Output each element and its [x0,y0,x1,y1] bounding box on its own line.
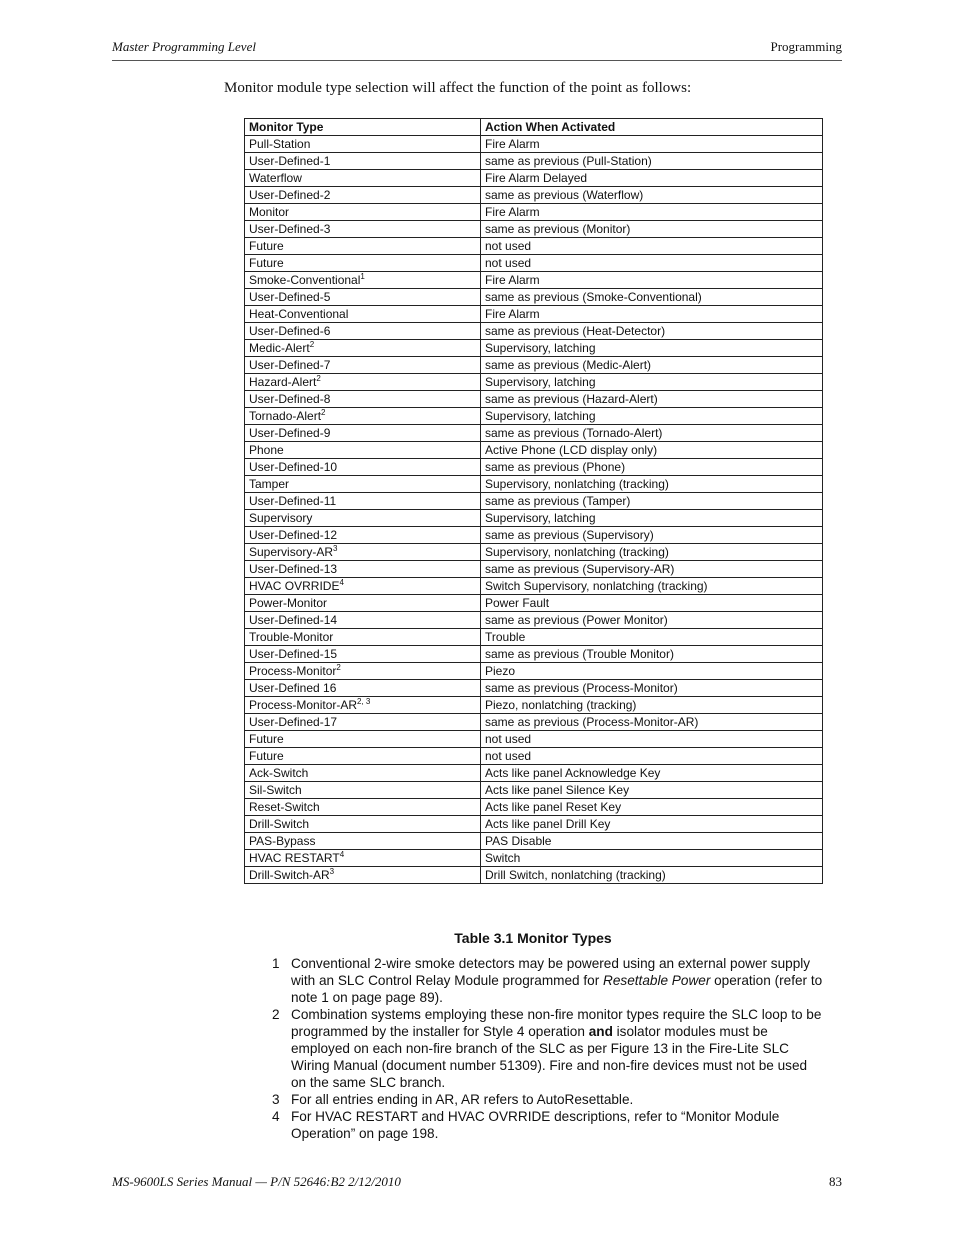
monitor-type-text: User-Defined-1 [249,154,331,168]
table-row [245,799,823,816]
table-row [245,204,823,221]
footnote-item [272,1006,824,1091]
header-section-title: Master Programming Level [112,39,256,54]
action-cell: Fire Alarm [481,272,823,289]
monitor-type-text: User-Defined-3 [249,222,331,236]
monitor-type-cell [245,748,481,765]
monitor-type-text: User-Defined-7 [249,358,331,372]
monitor-type-cell [245,612,481,629]
table-row [245,442,823,459]
table-row [245,833,823,850]
monitor-type-text: Sil-Switch [249,783,302,797]
action-cell: same as previous (Heat-Detector) [481,323,823,340]
monitor-type-text: Process-Monitor-AR [249,698,358,712]
action-cell: same as previous (Monitor) [481,221,823,238]
monitor-type-text: Power-Monitor [249,596,328,610]
monitor-type-cell [245,340,481,357]
footnote-text: and [588,1024,613,1039]
column-header-action: Action When Activated [481,119,823,136]
table-row [245,306,823,323]
monitor-type-text: Smoke-Conventional [249,273,361,287]
monitor-type-cell [245,170,481,187]
action-cell: Active Phone (LCD display only) [481,442,823,459]
action-cell: same as previous (Waterflow) [481,187,823,204]
monitor-type-cell [245,221,481,238]
table-row [245,765,823,782]
action-cell: not used [481,238,823,255]
action-cell: same as previous (Supervisory-AR) [481,561,823,578]
monitor-type-text: Future [249,732,284,746]
table-row [245,646,823,663]
footnote-text: Conventional 2-wire smoke detectors may be powered using an external power supply with an SLC Control Relay Module programmed for [291,956,811,988]
action-cell: same as previous (Process-Monitor) [481,680,823,697]
action-cell: not used [481,731,823,748]
monitor-type-cell [245,595,481,612]
monitor-type-text: Drill-Switch [249,817,309,831]
action-cell: Acts like panel Acknowledge Key [481,765,823,782]
footnote-text: Combination systems employing these non-fire monitor types require the SLC loop to be programmed by the installer for Style 4 operation [291,1007,822,1039]
monitor-type-cell [245,425,481,442]
monitor-type-text: Ack-Switch [249,766,309,780]
monitor-type-text: User-Defined-11 [249,494,337,508]
action-cell: same as previous (Medic-Alert) [481,357,823,374]
footnote-ref: 1 [360,272,365,281]
monitor-type-cell [245,578,481,595]
monitor-type-cell [245,153,481,170]
action-cell: Acts like panel Reset Key [481,799,823,816]
monitor-type-cell [245,765,481,782]
monitor-type-text: User-Defined-5 [249,290,331,304]
footnote-number: 1 [272,956,280,971]
monitor-type-text: Supervisory-AR [249,545,334,559]
table-row [245,255,823,272]
monitor-type-text: User-Defined-14 [249,613,338,627]
table-row [245,238,823,255]
footnote-item [272,1108,824,1142]
footer-manual-title: MS-9600LS Series Manual — P/N 52646:B2 2/12/2010 [112,1174,401,1189]
monitor-type-text: Phone [249,443,284,457]
action-cell: Acts like panel Drill Key [481,816,823,833]
monitor-type-cell [245,646,481,663]
table-row [245,493,823,510]
monitor-type-cell [245,238,481,255]
monitor-type-cell [245,697,481,714]
footnote-ref: 2 [316,374,321,383]
action-cell: same as previous (Phone) [481,459,823,476]
monitor-type-cell [245,187,481,204]
action-cell: Drill Switch, nonlatching (tracking) [481,867,823,884]
table-row [245,595,823,612]
action-cell: PAS Disable [481,833,823,850]
monitor-type-text: Pull-Station [249,137,311,151]
table-row [245,340,823,357]
footnote-ref: 2 [309,340,315,349]
monitor-type-cell [245,527,481,544]
monitor-type-cell [245,493,481,510]
footnote-ref: 4 [339,578,344,587]
monitor-type-cell [245,510,481,527]
monitor-type-cell [245,272,481,289]
table-row [245,697,823,714]
monitor-type-text: Medic-Alert [249,341,310,355]
monitor-type-text: User-Defined-9 [249,426,331,440]
monitor-type-text: Future [249,256,284,270]
table-row [245,272,823,289]
action-cell: same as previous (Supervisory) [481,527,823,544]
monitor-type-cell [245,833,481,850]
monitor-type-text: Supervisory [249,511,313,525]
action-cell: Fire Alarm Delayed [481,170,823,187]
footnote-ref: 4 [339,850,345,859]
table-row [245,357,823,374]
table-caption: Table 3.1 Monitor Types [454,930,612,946]
monitor-type-text: Reset-Switch [249,800,320,814]
table-row [245,612,823,629]
table-row [245,391,823,408]
action-cell: Fire Alarm [481,136,823,153]
table-row [245,731,823,748]
action-cell: same as previous (Smoke-Conventional) [481,289,823,306]
header-chapter-title: Programming [770,39,842,54]
monitor-type-cell [245,391,481,408]
table-row [245,850,823,867]
monitor-type-text: User-Defined 16 [249,681,337,695]
action-cell: Supervisory, latching [481,340,823,357]
table-header-row [245,119,823,136]
table-row [245,170,823,187]
monitor-type-text: User-Defined-6 [249,324,331,338]
action-cell: Supervisory, nonlatching (tracking) [481,476,823,493]
monitor-type-text: Monitor [249,205,290,219]
footnote-ref: 3 [329,867,335,876]
monitor-type-text: Future [249,749,284,763]
monitor-type-cell [245,663,481,680]
action-cell: same as previous (Power Monitor) [481,612,823,629]
footnote-ref: 2 [321,408,326,417]
footnotes-list [272,955,824,1142]
monitor-type-text: User-Defined-15 [249,647,338,661]
footnote-number: 3 [272,1092,280,1107]
monitor-type-cell [245,629,481,646]
table-row [245,476,823,493]
monitor-type-cell [245,323,481,340]
monitor-type-cell [245,255,481,272]
monitor-type-text: Tornado-Alert [249,409,322,423]
table-row [245,510,823,527]
monitor-type-text: PAS-Bypass [249,834,316,848]
monitor-type-cell [245,204,481,221]
monitor-type-text: Waterflow [249,171,302,185]
column-header-monitor-type: Monitor Type [245,119,481,136]
monitor-type-cell [245,561,481,578]
action-cell: same as previous (Pull-Station) [481,153,823,170]
monitor-type-cell [245,374,481,391]
action-cell: Switch Supervisory, nonlatching (tracking) [481,578,823,595]
table-row [245,816,823,833]
monitor-type-text: User-Defined-13 [249,562,338,576]
footnote-ref: 2 [336,663,341,672]
monitor-type-text: Process-Monitor [249,664,337,678]
table-row [245,136,823,153]
monitor-type-cell [245,714,481,731]
action-cell: Trouble [481,629,823,646]
monitor-type-cell [245,799,481,816]
table-row [245,663,823,680]
monitor-type-cell [245,850,481,867]
action-cell: Supervisory, nonlatching (tracking) [481,544,823,561]
monitor-type-cell [245,544,481,561]
action-cell: Supervisory, latching [481,374,823,391]
table-row [245,544,823,561]
page-header [112,38,842,61]
table-row [245,748,823,765]
monitor-type-cell [245,476,481,493]
table-row [245,680,823,697]
footnote-number: 4 [272,1109,280,1124]
action-cell: Piezo [481,663,823,680]
action-cell: Fire Alarm [481,204,823,221]
action-cell: Acts like panel Silence Key [481,782,823,799]
action-cell: not used [481,748,823,765]
monitor-type-text: HVAC RESTART [249,851,340,865]
monitor-type-cell [245,408,481,425]
monitor-type-text: Drill-Switch-AR [249,868,330,882]
monitor-type-text: Trouble-Monitor [249,630,334,644]
table-row [245,527,823,544]
monitor-type-text: User-Defined-17 [249,715,338,729]
table-row [245,374,823,391]
footnote-number: 2 [272,1007,280,1022]
monitor-type-cell [245,357,481,374]
footnote-item [272,1091,824,1108]
table-row [245,578,823,595]
table-row [245,153,823,170]
monitor-type-text: User-Defined-12 [249,528,338,542]
footnote-ref: 3 [333,544,338,553]
action-cell: same as previous (Hazard-Alert) [481,391,823,408]
action-cell: Supervisory, latching [481,510,823,527]
monitor-type-cell [245,782,481,799]
footnote-text: operation (refer to note 1 on page page 89). [291,973,823,1005]
table-row [245,323,823,340]
page-number: 83 [829,1174,842,1189]
monitor-type-cell [245,136,481,153]
monitor-type-text: User-Defined-10 [249,460,338,474]
footnote-item [272,955,824,1006]
table-row [245,289,823,306]
monitor-type-cell [245,459,481,476]
table-row [245,221,823,238]
monitor-type-text: Hazard-Alert [249,375,317,389]
footnote-text: For HVAC RESTART and HVAC OVRRIDE descriptions, refer to “Monitor Module Operation” on page 198. [291,1109,780,1141]
action-cell: same as previous (Tamper) [481,493,823,510]
table-row [245,867,823,884]
table-row [245,459,823,476]
action-cell: Switch [481,850,823,867]
monitor-type-cell [245,816,481,833]
table-row [245,782,823,799]
monitor-types-table [244,118,823,884]
monitor-type-cell [245,289,481,306]
action-cell: same as previous (Process-Monitor-AR) [481,714,823,731]
action-cell: not used [481,255,823,272]
monitor-type-cell [245,306,481,323]
monitor-type-text: User-Defined-2 [249,188,331,202]
table-body [245,136,823,884]
monitor-type-cell [245,867,481,884]
footnote-ref: 2, 3 [357,697,371,706]
action-cell: Supervisory, latching [481,408,823,425]
monitor-type-text: Tamper [249,477,290,491]
footnote-text: For all entries ending in AR, AR refers to AutoResettable. [291,1092,634,1107]
table-row [245,425,823,442]
action-cell: Power Fault [481,595,823,612]
action-cell: same as previous (Tornado-Alert) [481,425,823,442]
monitor-type-text: HVAC OVRRIDE [249,579,340,593]
action-cell: Piezo, nonlatching (tracking) [481,697,823,714]
table-row [245,629,823,646]
monitor-type-text: Heat-Conventional [249,307,349,321]
monitor-type-cell [245,680,481,697]
footnote-text: isolator modules must be employed on each non-fire branch of the SLC as per Figure 13 in the Fire-Lite SLC Wiring Manual (document number 51309). Fire and non-fire devices must not be used on the same SLC branch. [291,1024,808,1090]
intro-paragraph: Monitor module type selection will affect the function of the point as follows: [224,80,692,96]
monitor-type-text: Future [249,239,284,253]
table-row [245,408,823,425]
table-row [245,561,823,578]
monitor-type-cell [245,731,481,748]
table-row [245,187,823,204]
action-cell: same as previous (Trouble Monitor) [481,646,823,663]
action-cell: Fire Alarm [481,306,823,323]
footnote-text: Resettable Power [603,973,711,988]
monitor-type-text: User-Defined-8 [249,392,331,406]
table-row [245,714,823,731]
monitor-type-cell [245,442,481,459]
